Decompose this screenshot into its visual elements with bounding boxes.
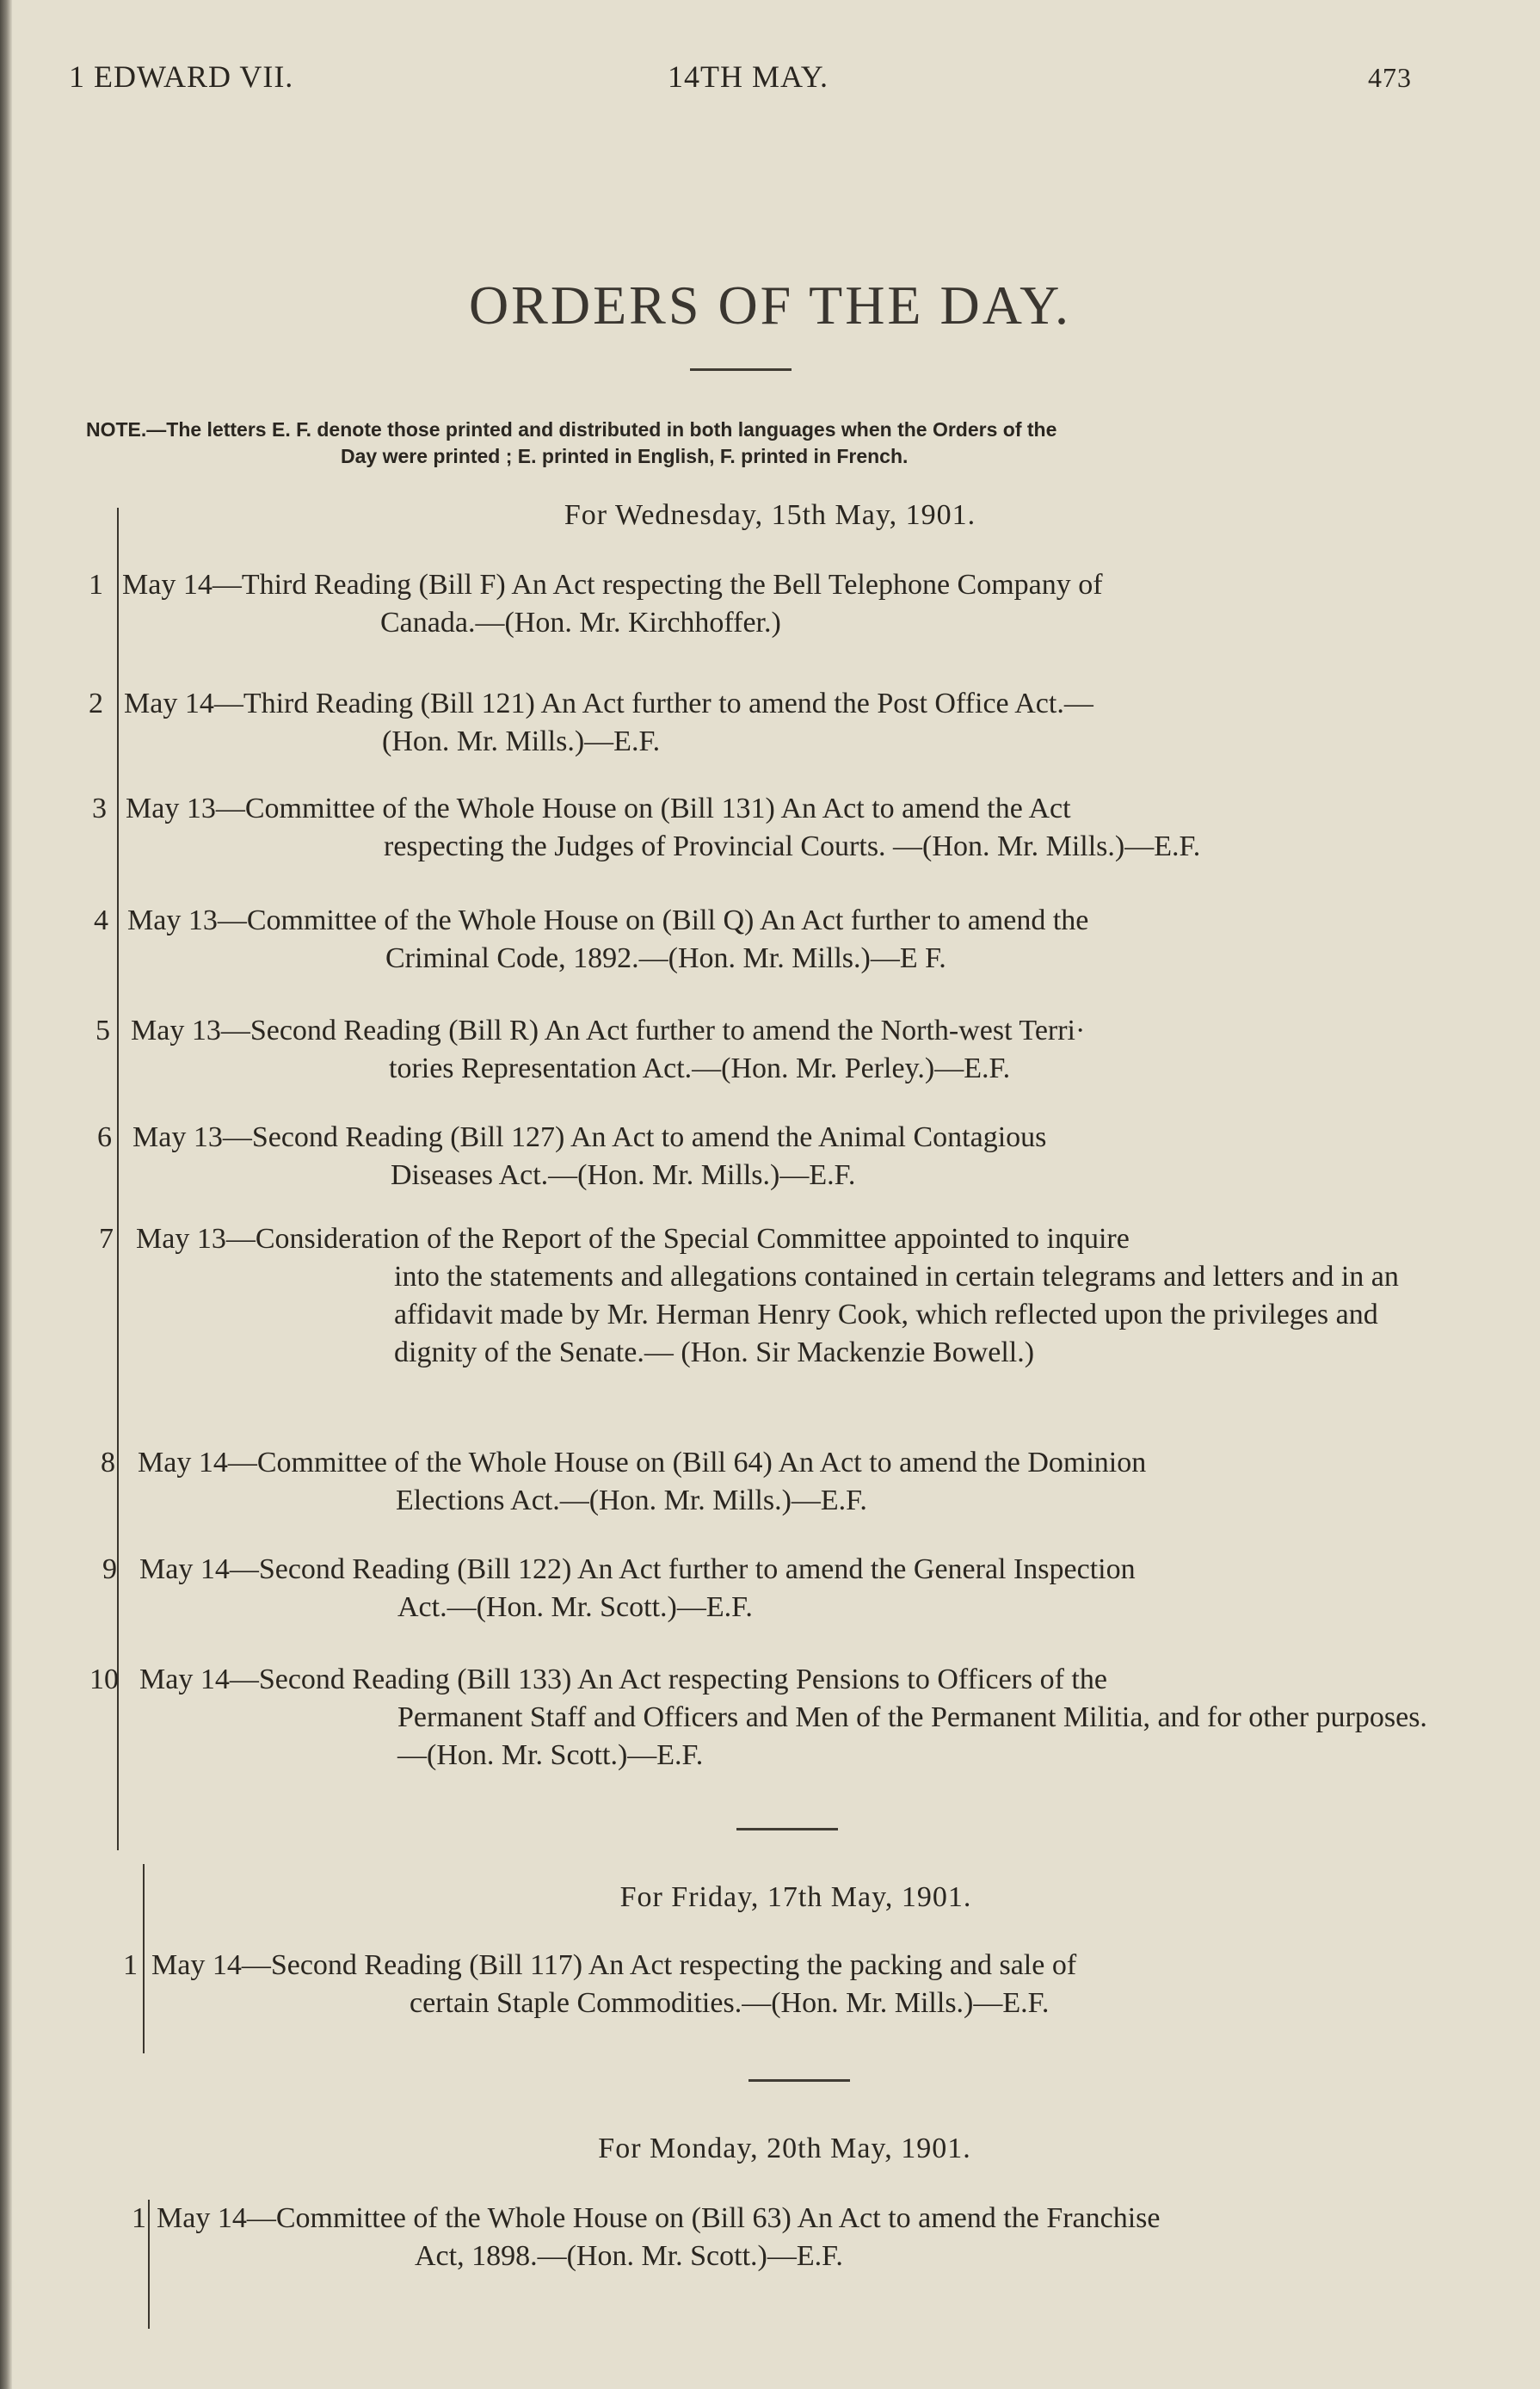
item-lead: May 13—Committee of the Whole House on (Bill 131) An Act to amend the Act xyxy=(126,793,1071,824)
section-heading-wednesday: For Wednesday, 15th May, 1901. xyxy=(564,499,976,531)
item-lead: May 14—Committee of the Whole House on (Bill 63) An Act to amend the Franchise xyxy=(157,2202,1161,2234)
item-number: 1 xyxy=(132,2202,146,2234)
page-title: ORDERS OF THE DAY. xyxy=(468,275,1072,336)
item-number: 10 xyxy=(89,1664,119,1695)
section-heading-friday: For Friday, 17th May, 1901. xyxy=(619,1881,972,1913)
item-number: 5 xyxy=(95,1015,110,1046)
item-continuation: respecting the Judges of Provincial Courts. —(Hon. Mr. Mills.)—E.F. xyxy=(384,830,1201,862)
item-continuation: (Hon. Mr. Mills.)—E.F. xyxy=(382,725,661,757)
note-paragraph xyxy=(86,417,1428,470)
item-lead: May 14—Third Reading (Bill F) An Act respecting the Bell Telephone Company of xyxy=(122,569,1103,601)
item-number: 3 xyxy=(92,793,107,824)
item-continuation: Canada.—(Hon. Mr. Kirchhoffer.) xyxy=(380,607,781,639)
item-continuation: Act.—(Hon. Mr. Scott.)—E.F. xyxy=(397,1591,753,1623)
item-number: 6 xyxy=(97,1121,112,1153)
item-lead: May 13—Consideration of the Report of the Special Committee appointed to inquire xyxy=(136,1223,1130,1255)
page-number: 473 xyxy=(1368,62,1412,93)
item-continuation: Criminal Code, 1892.—(Hon. Mr. Mills.)—E F. xyxy=(385,942,946,974)
item-lead: May 14—Committee of the Whole House on (Bill 64) An Act to amend the Dominion xyxy=(138,1447,1147,1478)
item-number: 2 xyxy=(89,688,103,719)
note-line-2: Day were printed ; E. printed in English, F. printed in French. xyxy=(341,445,909,467)
title-rule xyxy=(690,368,792,371)
item-continuation: Act, 1898.—(Hon. Mr. Scott.)—E.F. xyxy=(415,2240,843,2272)
section-heading-monday: For Monday, 20th May, 1901. xyxy=(598,2133,971,2164)
item-lead: May 13—Second Reading (Bill 127) An Act to amend the Animal Contagious xyxy=(132,1121,1047,1153)
item-number: 1 xyxy=(89,569,103,601)
item-continuation: Permanent Staff and Officers and Men of the Permanent Militia, and for other purposes.—(Hon. Mr. Scott.)—E.F. xyxy=(397,1701,1427,1771)
margin-rule-wednesday xyxy=(117,508,119,1850)
running-header-left: 1 EDWARD VII. xyxy=(69,59,294,94)
item-number: 4 xyxy=(94,904,108,936)
item-continuation: certain Staple Commodities.—(Hon. Mr. Mills.)—E.F. xyxy=(410,1987,1050,2019)
item-number: 8 xyxy=(101,1447,115,1478)
page-binding-edge xyxy=(0,0,12,2389)
item-continuation: into the statements and allegations contained in certain telegrams and letters and in an affidavit made by Mr. Herman Henry Cook, which reflected upon the privileges and dignity of the Senate.— (Hon. Sir Mackenzie Bowell.) xyxy=(394,1261,1399,1368)
note-line-1: NOTE.—The letters E. F. denote those printed and distributed in both languages when the Orders of the xyxy=(86,418,1057,441)
item-continuation: tories Representation Act.—(Hon. Mr. Perley.)—E.F. xyxy=(389,1053,1011,1084)
running-header-date: 14TH MAY. xyxy=(668,59,829,94)
item-continuation: Diseases Act.—(Hon. Mr. Mills.)—E.F. xyxy=(391,1159,856,1191)
item-lead: May 14—Third Reading (Bill 121) An Act further to amend the Post Office Act.— xyxy=(124,688,1093,719)
section-rule xyxy=(748,2079,850,2082)
item-number: 1 xyxy=(123,1949,138,1981)
item-lead: May 14—Second Reading (Bill 122) An Act further to amend the General Inspection xyxy=(139,1553,1136,1585)
item-number: 9 xyxy=(102,1553,117,1585)
section-rule xyxy=(736,1828,838,1830)
item-lead: May 13—Second Reading (Bill R) An Act further to amend the North-west Terri· xyxy=(131,1015,1086,1046)
item-lead: May 14—Second Reading (Bill 117) An Act respecting the packing and sale of xyxy=(151,1949,1077,1981)
item-lead: May 14—Second Reading (Bill 133) An Act respecting Pensions to Officers of the xyxy=(139,1664,1107,1695)
margin-rule-monday xyxy=(148,2200,150,2329)
item-continuation: Elections Act.—(Hon. Mr. Mills.)—E.F. xyxy=(396,1485,867,1516)
item-lead: May 13—Committee of the Whole House on (Bill Q) An Act further to amend the xyxy=(127,904,1089,936)
item-number: 7 xyxy=(99,1223,114,1255)
